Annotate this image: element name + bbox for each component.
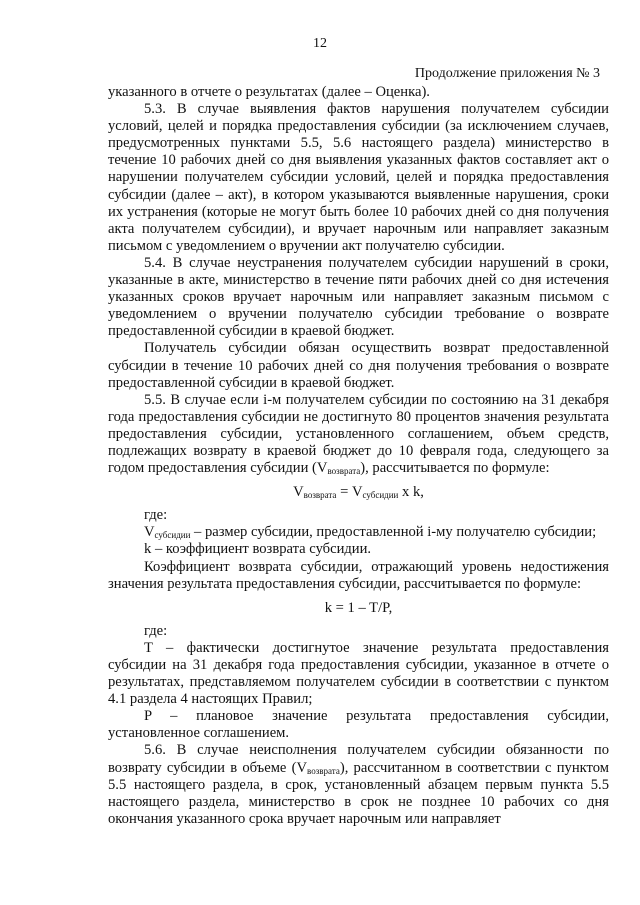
paragraph-continuation: указанного в отчете о результатах (далее – Оценка). <box>108 84 430 100</box>
paragraph-5-4: 5.4. В случае неустранения получателем субсидии нарушений в сроки, указанные в акте, министерство в течение пяти рабочих дней со дня истечения указанных сроков вручает нарочным или направляет заказным письмом с уведомлением о вручении получателю субсидии требование о возврате предоставленной субсидии в краевой бюджет. <box>108 254 609 340</box>
page-number: 12 <box>313 36 327 51</box>
paragraph-5-3: 5.3. В случае выявления фактов нарушения получателем субсидии условий, целей и порядка предоставления субсидии (за исключением случаев, предусмотренных пунктами 5.5, 5.6 настоящего раздела) министерство в течение 10 рабочих дней со дня выявления указанных фактов составляет акт о нарушении получателем субсидии условий, целей и порядка предоставления субсидии (далее – акт), в котором указываются выявленные нарушения, сроки их устранения (которые не могут быть более 10 рабочих дней со дня получения акта получателем субсидии), и вручает нарочным или направляет заказным письмом с уведомлением о вручении акт получателю субсидии. <box>108 101 609 254</box>
definition-v-subsidy: $V_{субсидии}$ – размер субсидии, предоставленной i-му получателю субсидии; <box>144 524 597 541</box>
paragraph-5-5: 5.5. В случае если i-м получателем субсидии по состоянию на 31 декабря года предоставления субсидии не достигнуто 80 процентов значения результата предоставления субсидии, установленного соглашением, объем средств, подлежащих возврату в краевой бюджет до 10 февраля года, следующего за годом предоставления субсидии $(V_{возврата})$, рассчитывается по формуле: <box>108 391 609 477</box>
definition-t: T – фактически достигнутое значение результата предоставления субсидии на 31 декабря года предоставления субсидии, указанное в отчете о результатах, представляемом получателем субсидии в соответствии с пунктом 4.1 раздела 4 настоящих Правил; <box>108 639 609 708</box>
paragraph-5-6: 5.6. В случае неисполнения получателем субсидии обязанности по возврату субсидии в объеме $(V_{возврата})$, рассчитанном в соответствии с пунктом 5.5 настоящего раздела, в срок, установленный абзацем первым пункта 5.5 настоящего раздела, министерство в срок не позднее 10 рабочих со дня окончания указанного срока вручает нарочным или направляет <box>108 742 610 827</box>
definition-p: P – плановое значение результата предоставления субсидии, установленное соглашением. <box>108 708 609 742</box>
where-label: где: <box>144 622 168 639</box>
where-label: где: <box>144 507 168 524</box>
paragraph-coefficient: Коэффициент возврата субсидии, отражающий уровень недостижения значения результата предоставления субсидии, рассчитывается по формуле: <box>108 558 609 592</box>
formula-k: k = 1 – T/P, <box>324 599 393 616</box>
paragraph-return-obligation: Получатель субсидии обязан осуществить возврат предоставленной субсидии в течение 10 рабочих дней со дня получения требования о возврате предоставленной субсидии в краевой бюджет. <box>108 340 609 391</box>
appendix-header: Продолжение приложения № 3 <box>414 66 600 81</box>
formula-v-return: $V_{возврата} = V_{субсидии}$ x k, <box>293 484 424 501</box>
document-body <box>108 84 609 828</box>
definition-k: k – коэффициент возврата субсидии. <box>144 541 372 558</box>
